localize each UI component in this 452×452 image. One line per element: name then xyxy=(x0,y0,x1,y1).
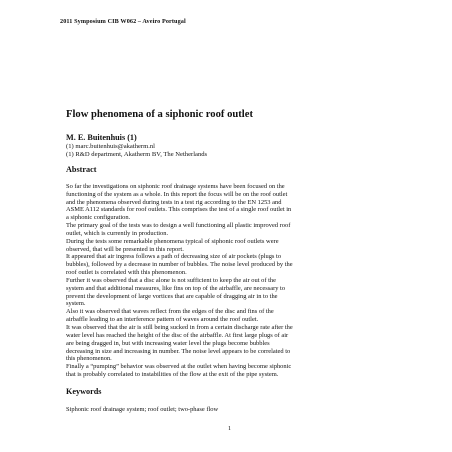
abstract-line: this phenomenon. xyxy=(66,355,112,363)
affiliation-organization: (1) R&D department, Akatherm BV, The Netherlands xyxy=(66,151,208,159)
author-name: M. E. Buitenhuis (1) xyxy=(66,133,137,142)
affiliation-email: (1) marc.buitenhuis@akatherm.nl xyxy=(66,143,156,150)
abstract-line: are being dragged in, but with increasing water level the plugs become bubbles xyxy=(66,339,270,347)
abstract-line: outlet, which is currently in production. xyxy=(66,229,169,237)
abstract-line: Finally a “pumping” behavior was observed at the outlet when having become siphonic xyxy=(66,363,292,371)
paper-title: Flow phenomena of a siphonic roof outlet xyxy=(66,109,253,120)
abstract-line: a siphonic configuration. xyxy=(66,214,131,222)
running-header: 2011 Symposium CIB W062 – Aveiro Portugal xyxy=(60,18,186,25)
abstract-line: During the tests some remarkable phenomena typical of siphonic roof outlets were xyxy=(66,237,279,245)
abstract-line: airbaffle leading to an interference pattern of waves around the roof outlet. xyxy=(66,316,259,324)
abstract-line: Also it was observed that waves reflect from the edges of the disc and fins of the xyxy=(66,308,274,316)
abstract-line: roof outlet is correlated with this phenomenon. xyxy=(66,269,187,277)
affiliations xyxy=(66,143,386,160)
abstract-line: The primary goal of the tests was to design a well functioning all plastic improved roof xyxy=(66,222,291,230)
paper-content xyxy=(66,108,386,414)
abstract-line: It was observed that the air is still being sucked in from a certain discharge rate after the xyxy=(66,324,293,331)
abstract-line: system and that additional measures, like fins on top of the airbaffle, are necessary to xyxy=(66,284,286,292)
keywords-heading: Keywords xyxy=(66,386,102,396)
abstract-line: ASME A112 standards for roof outlets. This comprises the test of a single roof outlet in xyxy=(66,206,292,214)
abstract-line: water level has reached the height of the disc of the airbaffle. At first large plugs of air xyxy=(66,331,289,339)
abstract-line: and the phenomena observed during tests in a test rig according to the EN 1253 and xyxy=(66,198,282,206)
abstract-line: observed, that will be presented in this report. xyxy=(66,245,184,253)
abstract-line: Further it was observed that a disc alone is not sufficient to keep the air out of the xyxy=(66,276,276,284)
abstract-heading: Abstract xyxy=(66,164,97,174)
keywords-text: Siphonic roof drainage system; roof outlet; two-phase flow xyxy=(66,405,219,413)
abstract-line: that is probably correlated to instabilities of the flow at the exit of the pipe system. xyxy=(66,371,279,379)
abstract-line: prevent the development of large vortices that are capable of dragging air in to the xyxy=(66,292,278,300)
abstract-line: bubbles), followed by a decrease in number of bubbles. The noise level produced by the xyxy=(66,261,293,269)
abstract-line: It appeared that air ingress follows a path of decreasing size of air pockets (plugs to xyxy=(66,253,282,261)
abstract-line: functioning of the system as a whole. In this report the focus will be on the roof outlet xyxy=(66,190,288,198)
page-number: 1 xyxy=(228,425,232,432)
abstract-line: decreasing in size and increasing in number. The noise level appears to be correlated to xyxy=(66,347,291,355)
abstract-line: system. xyxy=(66,300,86,308)
abstract-body xyxy=(66,183,386,379)
abstract-line: So far the investigations on siphonic roof drainage systems have been focused on the xyxy=(66,182,285,190)
